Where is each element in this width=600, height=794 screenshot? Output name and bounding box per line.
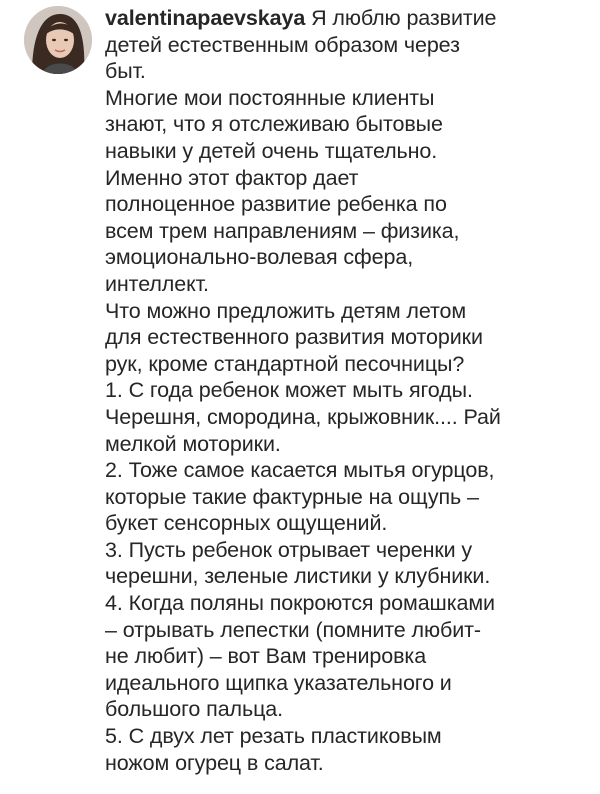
comment-line: мелкой моторики. [105, 431, 281, 456]
comment-line: 1. С года ребенок может мыть ягоды. [105, 378, 473, 403]
comment-line: не любит) – вот Вам тренировка [105, 644, 427, 669]
comment-line: большого пальца. [105, 697, 284, 722]
comment-line: черешни, зеленые листики у клубники. [105, 564, 491, 589]
comment-line: Многие мои постоянные клиенты [105, 85, 435, 110]
comment-line: Что можно предложить детям летом [105, 298, 467, 323]
comment-line: рук, кроме стандартной песочницы? [105, 351, 465, 376]
avatar[interactable] [24, 6, 92, 74]
comment-line: 5. С двух лет резать пластиковым [105, 724, 442, 749]
comment-line [105, 5, 595, 32]
comment-line: – отрывать лепестки (помните любит- [105, 617, 481, 642]
comment-line: 2. Тоже самое касается мытья огурцов, [105, 458, 495, 483]
comment-text [105, 5, 595, 776]
comment-line: всем трем направлениям – физика, [105, 218, 460, 243]
comment-line: Черешня, смородина, крыжовник.... Рай [105, 404, 501, 429]
comment-line: знают, что я отслеживаю бытовые [105, 112, 443, 137]
comment-line: интеллект. [105, 271, 209, 296]
comment-line: навыки у детей очень тщательно. [105, 138, 438, 163]
comment-line: полноценное развитие ребенка по [105, 192, 447, 217]
comment-line: ножом огурец в салат. [105, 750, 324, 775]
comment-line: быт. [105, 59, 146, 84]
comment-line: для естественного развития моторики [105, 325, 483, 350]
comment-line: эмоционально-волевая сфера, [105, 245, 414, 270]
username-link[interactable]: valentinapaevskaya [105, 6, 306, 30]
comment-line: детей естественным образом через [105, 32, 460, 57]
comment-text-segment: Я люблю развитие [305, 6, 497, 30]
comment-line: 3. Пусть ребенок отрывает черенки у [105, 537, 473, 562]
comment-line: которые такие фактурные на ощупь – [105, 484, 479, 509]
comment-line: идеального щипка указательного и [105, 670, 452, 695]
comment-line: Именно этот фактор дает [105, 165, 359, 190]
avatar-photo-icon [24, 6, 92, 74]
comment-line: букет сенсорных ощущений. [105, 511, 388, 536]
comment-line: 4. Когда поляны покроются ромашками [105, 591, 495, 616]
